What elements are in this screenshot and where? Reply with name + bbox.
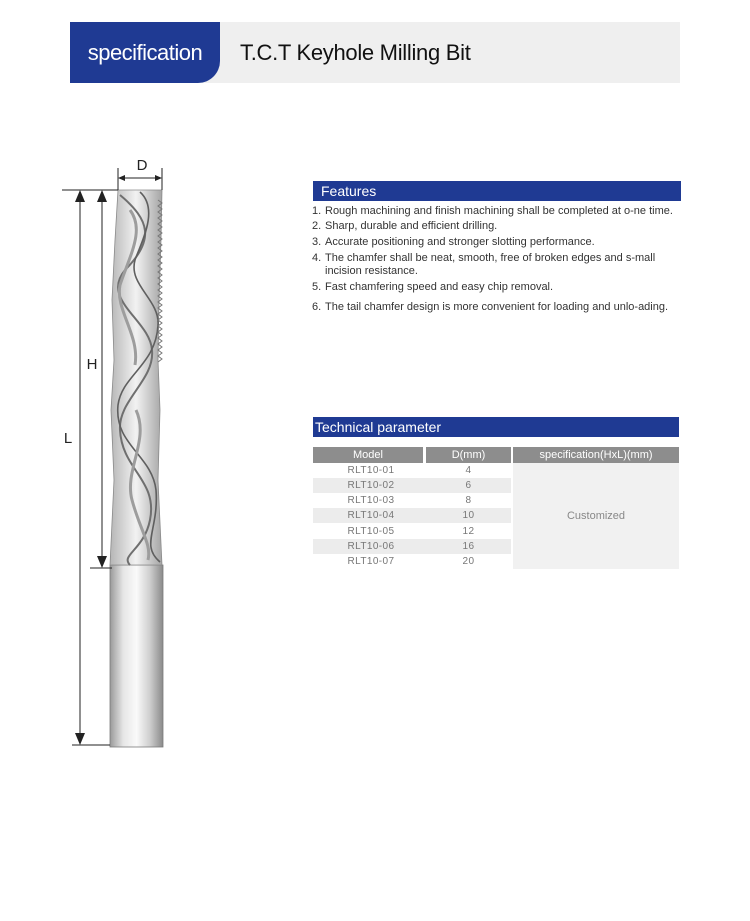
- page-title: T.C.T Keyhole Milling Bit: [240, 39, 471, 65]
- feature-text: Sharp, durable and efficient drilling.: [325, 220, 498, 232]
- diameter-cell: 16: [462, 541, 475, 552]
- model-cell: RLT10-03: [347, 495, 395, 506]
- model-cell: RLT10-01: [347, 465, 395, 476]
- technical-heading: Technical parameter: [313, 417, 679, 437]
- feature-number: 2.: [312, 220, 322, 232]
- feature-text: Fast chamfering speed and easy chip removal.: [325, 281, 554, 293]
- milling-bit-drawing: [40, 150, 200, 760]
- feature-number: 4.: [312, 252, 322, 264]
- column-header-model: Model: [313, 447, 423, 463]
- header-tab: specification: [70, 22, 220, 83]
- table-row: [313, 554, 511, 569]
- features-heading: Features: [313, 181, 681, 201]
- dim-label-d: D: [136, 157, 148, 174]
- dim-label-h: H: [86, 356, 98, 373]
- table-row: [313, 463, 511, 478]
- model-cell: RLT10-06: [347, 541, 395, 552]
- features-list: [312, 205, 684, 314]
- diameter-cell: 8: [465, 495, 472, 506]
- model-cell: RLT10-02: [347, 480, 395, 491]
- model-cell: RLT10-04: [347, 510, 395, 521]
- feature-text: Rough machining and finish machining shall be completed at o-ne time.: [325, 205, 673, 217]
- model-cell: RLT10-05: [347, 526, 395, 537]
- column-header-spec: specification(HxL)(mm): [513, 447, 679, 463]
- feature-item: [312, 220, 684, 233]
- feature-number: 1.: [312, 205, 322, 217]
- diameter-cell: 6: [465, 480, 472, 491]
- feature-item: [312, 281, 684, 294]
- shank: [110, 565, 163, 747]
- model-cell: RLT10-07: [347, 556, 395, 567]
- feature-number: 6.: [312, 301, 322, 313]
- feature-number: 5.: [312, 281, 322, 293]
- spec-value-cell: Customized: [513, 463, 679, 569]
- feature-text: Accurate positioning and stronger slotting performance.: [325, 236, 595, 248]
- feature-item: [312, 236, 684, 249]
- diameter-cell: 20: [462, 556, 475, 567]
- table-row: [313, 539, 511, 554]
- diameter-cell: 4: [465, 465, 472, 476]
- feature-item: [312, 252, 684, 278]
- diameter-cell: 12: [462, 526, 475, 537]
- column-header-diameter: D(mm): [426, 447, 511, 463]
- feature-text: The chamfer shall be neat, smooth, free of broken edges and s-mall incision resistance.: [325, 252, 656, 277]
- table-row: [313, 524, 511, 539]
- dim-label-l: L: [63, 430, 73, 447]
- table-row: [313, 478, 511, 493]
- feature-item: [312, 205, 684, 218]
- table-row: [313, 493, 511, 508]
- diameter-cell: 10: [462, 510, 475, 521]
- feature-text: The tail chamfer design is more convenient for loading and unlo-ading.: [325, 301, 669, 313]
- feature-item: [312, 301, 684, 314]
- feature-number: 3.: [312, 236, 322, 248]
- table-row: [313, 508, 511, 523]
